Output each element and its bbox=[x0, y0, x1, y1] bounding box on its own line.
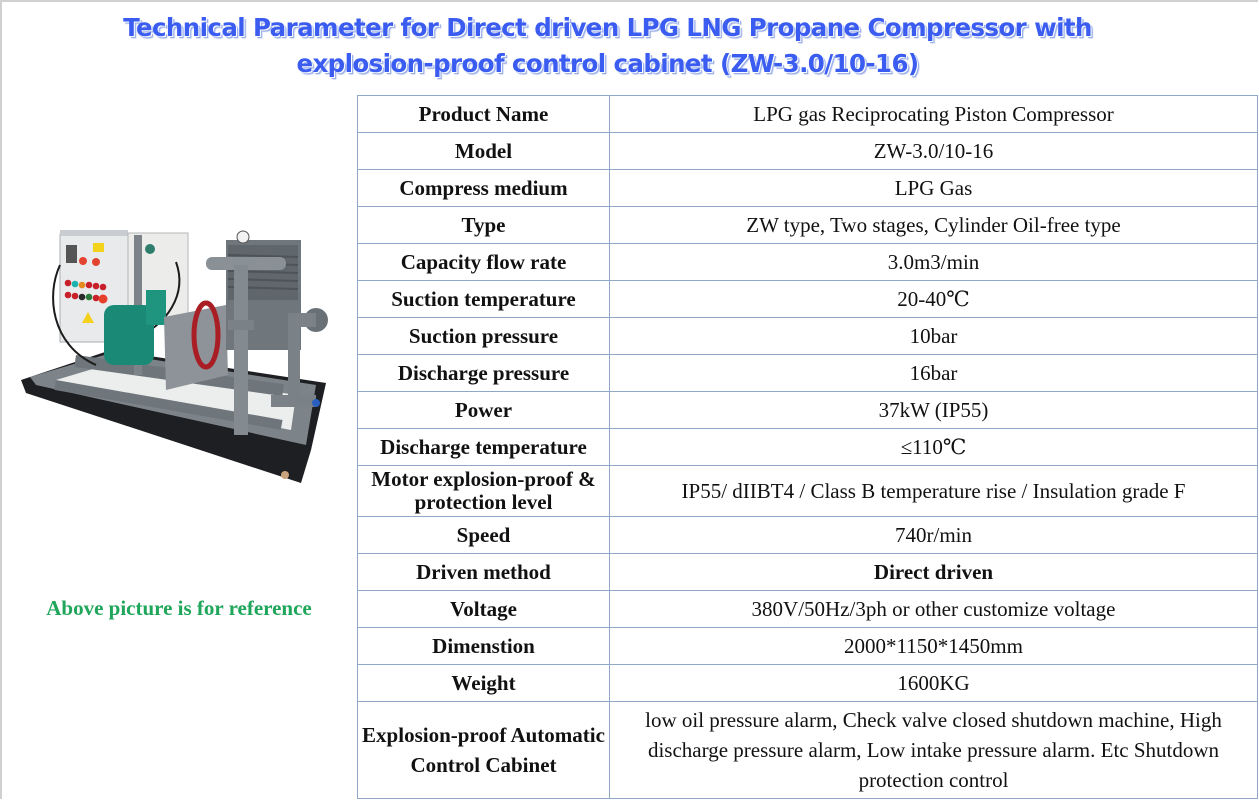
param-value: ZW type, Two stages, Cylinder Oil-free type bbox=[610, 207, 1258, 244]
param-value: 380V/50Hz/3ph or other customize voltage bbox=[610, 591, 1258, 628]
param-label: Discharge pressure bbox=[358, 355, 610, 392]
param-value: 37kW (IP55) bbox=[610, 392, 1258, 429]
table-row bbox=[358, 665, 1258, 702]
param-value: LPG Gas bbox=[610, 170, 1258, 207]
param-value: 740r/min bbox=[610, 517, 1258, 554]
table-row bbox=[358, 170, 1258, 207]
param-label: Speed bbox=[358, 517, 610, 554]
compressor-product-image bbox=[16, 205, 336, 505]
param-value: Direct driven bbox=[610, 554, 1258, 591]
table-row bbox=[358, 207, 1258, 244]
table-row bbox=[358, 392, 1258, 429]
param-value: 20-40℃ bbox=[610, 281, 1258, 318]
param-label: Motor explosion-proof & protection level bbox=[358, 466, 610, 517]
table-row bbox=[358, 517, 1258, 554]
param-label: Compress medium bbox=[358, 170, 610, 207]
param-value: 16bar bbox=[610, 355, 1258, 392]
table-row bbox=[358, 628, 1258, 665]
param-value: IP55/ dIIBT4 / Class B temperature rise / Insulation grade F bbox=[610, 466, 1258, 517]
param-label: Suction temperature bbox=[358, 281, 610, 318]
param-value: LPG gas Reciprocating Piston Compressor bbox=[610, 96, 1258, 133]
param-label: Suction pressure bbox=[358, 318, 610, 355]
param-value: ≤110℃ bbox=[610, 429, 1258, 466]
param-value: 3.0m3/min bbox=[610, 244, 1258, 281]
table-row bbox=[358, 96, 1258, 133]
param-label: Driven method bbox=[358, 554, 610, 591]
param-value: 10bar bbox=[610, 318, 1258, 355]
table-row bbox=[358, 429, 1258, 466]
param-label: Power bbox=[358, 392, 610, 429]
param-label: Weight bbox=[358, 665, 610, 702]
param-label: Model bbox=[358, 133, 610, 170]
param-value: 1600KG bbox=[610, 665, 1258, 702]
param-label: Capacity flow rate bbox=[358, 244, 610, 281]
table-row bbox=[358, 702, 1258, 799]
param-value: ZW-3.0/10-16 bbox=[610, 133, 1258, 170]
spec-table bbox=[357, 95, 1258, 799]
table-row bbox=[358, 244, 1258, 281]
param-label: Type bbox=[358, 207, 610, 244]
title-line-1: Technical Parameter for Direct driven LPG LNG Propane Compressor with bbox=[123, 13, 1092, 42]
param-label: Product Name bbox=[358, 96, 610, 133]
table-row bbox=[358, 466, 1258, 517]
table-row bbox=[358, 554, 1258, 591]
table-row bbox=[358, 318, 1258, 355]
table-row bbox=[358, 591, 1258, 628]
param-value: low oil pressure alarm, Check valve closed shutdown machine, High discharge pressure alarm, Low intake pressure alarm. Etc Shutdown protection control bbox=[610, 702, 1258, 799]
page-title bbox=[0, 10, 1215, 82]
table-row bbox=[358, 355, 1258, 392]
reference-caption: Above picture is for reference bbox=[46, 596, 312, 620]
param-label: Dimenstion bbox=[358, 628, 610, 665]
param-label: Discharge temperature bbox=[358, 429, 610, 466]
param-label: Voltage bbox=[358, 591, 610, 628]
table-row bbox=[358, 281, 1258, 318]
param-value: 2000*1150*1450mm bbox=[610, 628, 1258, 665]
table-row bbox=[358, 133, 1258, 170]
param-label: Explosion-proof Automatic Control Cabinet bbox=[358, 702, 610, 799]
title-line-2: explosion-proof control cabinet (ZW-3.0/10-16) bbox=[296, 49, 919, 78]
